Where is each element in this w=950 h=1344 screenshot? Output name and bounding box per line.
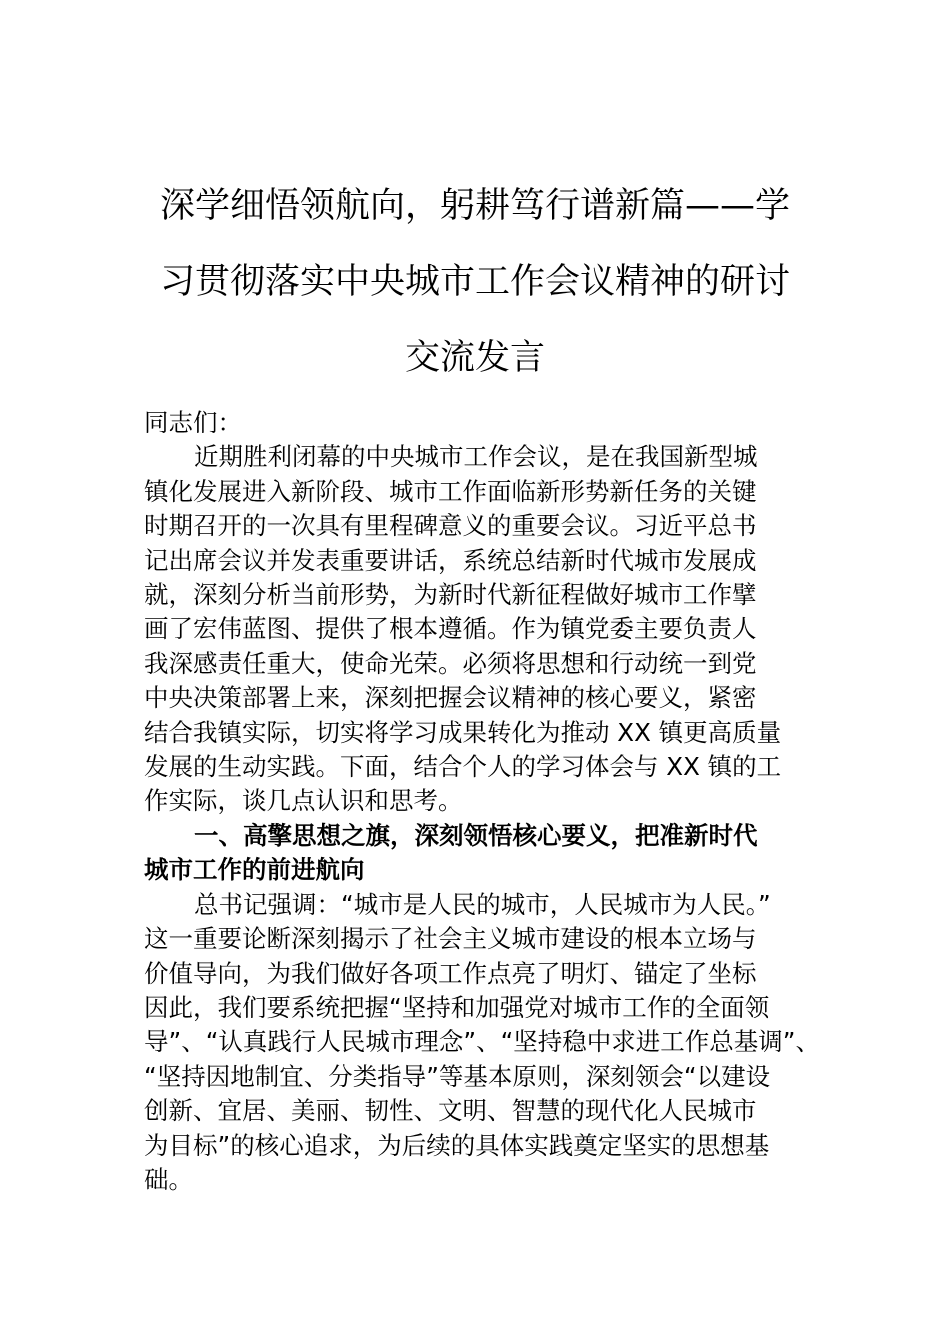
section-heading [144,819,806,888]
text-line: 记出席会议并发表重要讲话，系统总结新时代城市发展成 [144,545,757,575]
text-line: “坚持因地制宜、分类指导”等基本原则，深刻领会“以建设 [144,1061,771,1091]
text-line: 础。 [144,1164,193,1194]
text-line: 因此，我们要系统把握“坚持和加强党对城市工作的全面领 [144,992,770,1022]
document-page [144,0,820,1344]
salutation: 同志们： [144,408,242,437]
text-line: 时期召开的一次具有里程碑意义的重要会议。习近平总书 [144,511,757,541]
title-line: 习贯彻落实中央城市工作会议精神的研讨 [159,262,790,302]
title-line: 交流发言 [404,338,545,378]
intro-paragraph [144,440,806,818]
text-line: 画了宏伟蓝图、提供了根本遵循。作为镇党委主要负责人 [144,614,757,644]
text-line: 价值导向，为我们做好各项工作点亮了明灯、锚定了坐标 [144,958,757,988]
text-line: 就，深刻分析当前形势，为新时代新征程做好城市工作擘 [144,580,757,610]
text-line: 一、高擎思想之旗，深刻领悟核心要义，把准新时代 [194,820,758,850]
text-line: 结合我镇实际，切实将学习成果转化为推动 XX 镇更高质量 [144,717,782,747]
text-line: 近期胜利闭幕的中央城市工作会议，是在我国新型城 [194,442,758,472]
section-paragraph [144,888,820,1198]
text-line: 导”、“认真践行人民城市理念”、“坚持稳中求进工作总基调”、 [144,1027,820,1057]
text-line: 我深感责任重大，使命光荣。必须将思想和行动统一到党 [144,648,757,678]
text-line: 总书记强调：“城市是人民的城市，人民城市为人民。” [194,889,771,919]
text-line: 作实际，谈几点认识和思考。 [144,786,463,816]
document-title [136,168,814,396]
text-line: 为目标”的核心追求，为后续的具体实践奠定坚实的思想基 [144,1130,770,1160]
text-line: 这一重要论断深刻揭示了社会主义城市建设的根本立场与 [144,924,757,954]
document-body [144,406,820,1197]
text-line: 镇化发展进入新阶段、城市工作面临新形势新任务的关键 [144,476,757,506]
title-line: 深学细悟领航向，躬耕笃行谱新篇——学 [159,186,790,226]
text-line: 发展的生动实践。下面，结合个人的学习体会与 XX 镇的工 [144,752,782,782]
text-line: 城市工作的前进航向 [144,855,365,885]
text-line: 创新、宜居、美丽、韧性、文明、智慧的现代化人民城市 [144,1096,757,1126]
text-line: 中央决策部署上来，深刻把握会议精神的核心要义，紧密 [144,683,757,713]
